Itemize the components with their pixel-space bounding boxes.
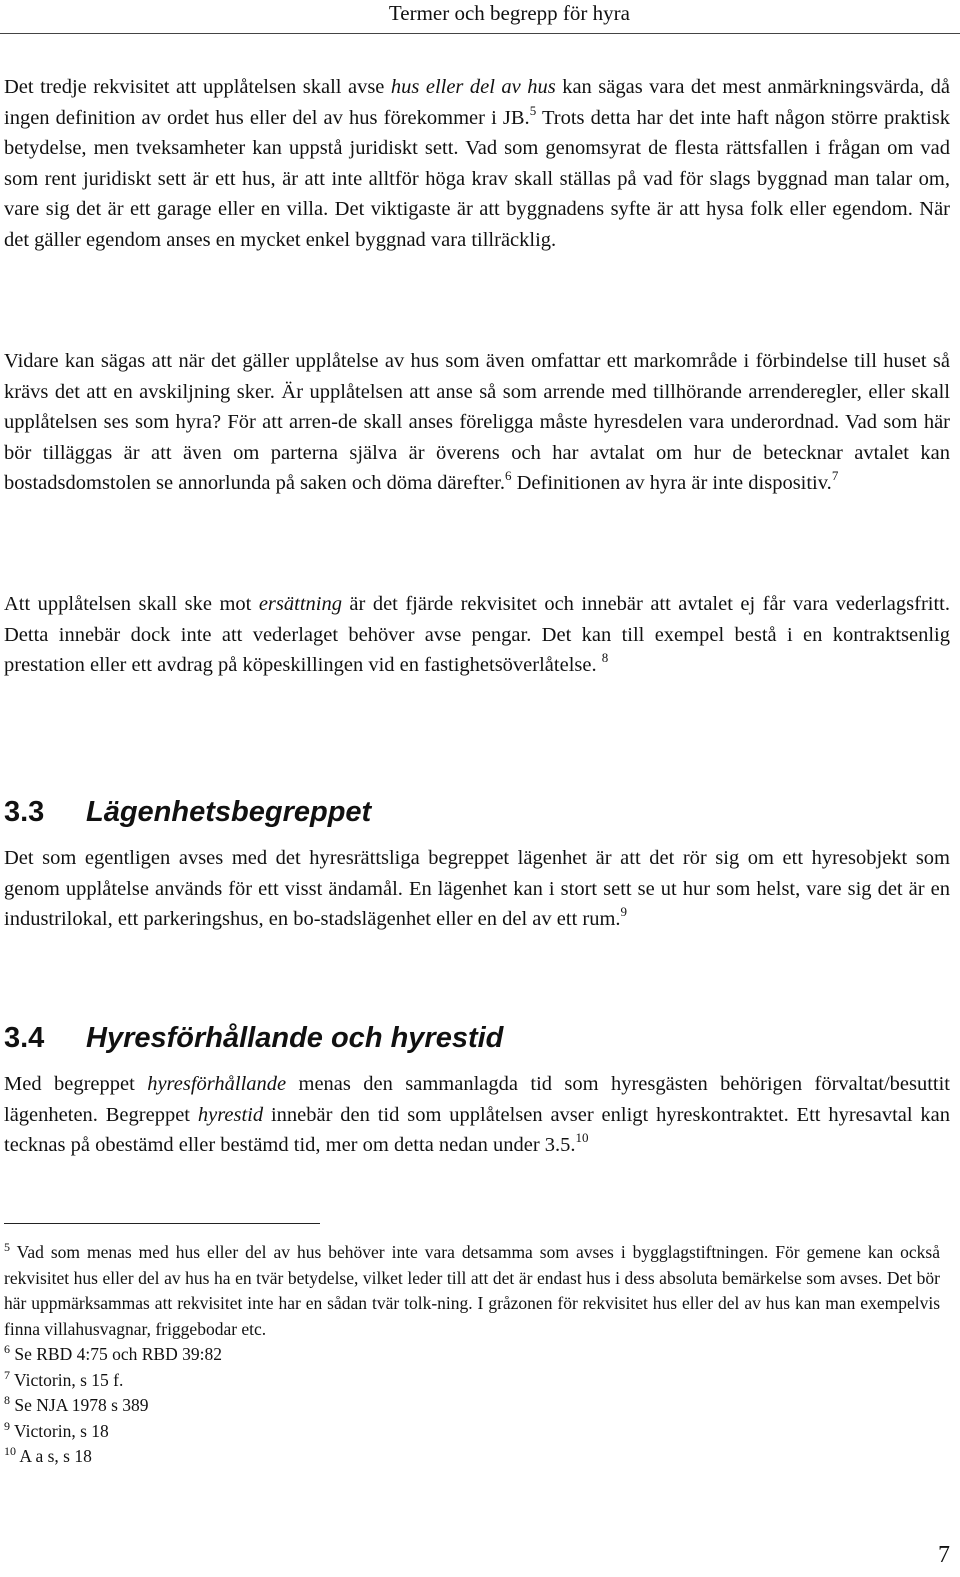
footnote-text: Se NJA 1978 s 389 xyxy=(10,1395,149,1415)
emphasis-term: hus eller del av hus xyxy=(390,76,556,98)
section-title: Lägenhetsbegreppet xyxy=(86,796,372,828)
section-number: 3.4 xyxy=(4,1022,45,1054)
footnote-text: Se RBD 4:75 och RBD 39:82 xyxy=(10,1344,222,1364)
footnotes xyxy=(4,1240,940,1470)
footnote-ref-8[interactable]: 8 xyxy=(601,650,609,666)
section-heading-3-4 xyxy=(4,1020,503,1056)
paragraph-compensation xyxy=(4,589,950,681)
text: Definitionen av hyra är inte dispositiv. xyxy=(511,472,832,495)
text: Trots detta har det inte haft någon större praktisk betydelse, men tveksamheter kan uppstå juridiskt sett. Vad som genomsyrat de flesta rättsfallen i frågan om vad som rent juridiskt sett är ett hus, är att inte alltför höga krav skall ställas på vad för slags byggnad man talar om, vare sig det är ett garage eller en villa. Det viktigaste är att byggnadens syfte är att hysa folk eller egendom. När det gäller egendom anses en mycket enkel byggnad vara tillräcklig. xyxy=(4,106,951,251)
emphasis-term: hyresförhållande xyxy=(147,1073,287,1095)
section-number: 3.3 xyxy=(4,796,45,828)
running-header: Termer och begrepp för hyra xyxy=(388,1,630,25)
emphasis-term: ersättning xyxy=(258,593,342,615)
footnote-number: 10 xyxy=(4,1444,16,1458)
text: Det som egentligen avses med det hyresrättsliga begreppet lägenhet är att det rör sig om ett hyresobjekt som genom upplåtelse används för ett visst ändamål. En lägenhet kan i stort sett se ut hur som helst, vare sig det är en industrilokal, ett parkeringshus, en bo-stadslägenhet eller en del av ett rum. xyxy=(4,847,950,931)
footnote-5 xyxy=(4,1240,940,1342)
header-rule xyxy=(0,33,960,34)
footnote-10 xyxy=(4,1444,940,1470)
footnote-ref-5[interactable]: 5 xyxy=(529,102,537,118)
footnote-text: Victorin, s 18 xyxy=(10,1420,109,1441)
footnote-8 xyxy=(4,1393,940,1419)
footnote-9 xyxy=(4,1419,940,1445)
footnote-ref-10[interactable]: 10 xyxy=(575,1130,589,1146)
footnote-number: 6 xyxy=(4,1342,10,1356)
footnote-text: Vad som menas med hus eller del av hus behöver inte vara detsamma som avses i bygglagstiftningen. För gemene kan också rekvisitet hus eller del av hus ha en tvär betydelse, vilket leder till att det är endast hus i dess absoluta bemärkelse som avses. Det bör här uppmärksammas att rekvisitet inte har en sådan tvär tolk-ning. I gråzonen för rekvisitet hus eller del av hus kan man exempelvis finna villahusvagnar, friggebodar etc. xyxy=(4,1242,940,1339)
paragraph-apartment-concept xyxy=(4,843,950,935)
footnote-ref-6[interactable]: 6 xyxy=(504,468,512,484)
paragraph-tenancy-period xyxy=(4,1069,950,1161)
footnote-ref-9[interactable]: 9 xyxy=(620,904,628,920)
footnote-6 xyxy=(4,1342,940,1368)
text: Det tredje rekvisitet att upplåtelsen skall avse xyxy=(4,76,391,98)
paragraph-land-area xyxy=(4,346,950,499)
footnote-separator xyxy=(4,1223,320,1224)
footnote-ref-7[interactable]: 7 xyxy=(831,468,839,484)
footnote-number: 5 xyxy=(4,1240,10,1254)
footnote-number: 9 xyxy=(4,1418,10,1433)
footnote-number: 8 xyxy=(4,1393,10,1407)
footnote-number: 7 xyxy=(4,1367,10,1382)
text: menas den sammanlagda tid som hyresgästen behörigen förvaltat/besuttit lägenheten. Begreppet xyxy=(4,1073,950,1126)
footnote-7 xyxy=(4,1368,940,1394)
section-title: Hyresförhållande och hyrestid xyxy=(86,1022,504,1054)
text: är det fjärde rekvisitet och innebär att avtalet ej får vara vederlagsfritt. Detta innebär dock inte att vederlaget behöver avse pengar. Det kan till exempel bestå i en kontraktsenlig prestation eller ett avdrag på köpeskillingen vid en fastighetsöverlåtelse. xyxy=(4,593,950,677)
text: Med begreppet xyxy=(4,1073,148,1095)
text: Vidare kan sägas att när det gäller upplåtelse av hus som även omfattar ett markområde i förbindelse till huset så krävs det att en avskiljning sker. Är upplåtelsen att anse så som arrende med tillhörande arrenderegler, eller skall upplåtelsen ses som hyra? För att arren-de skall anses föreligga måste hyresdelen vara underordnad. Vad som här bör tilläggas är att även om parterna själva är överens och har avtalat om hur de betecknar avtalet kan bostadsdomstolen se annorlunda på saken och döma därefter. xyxy=(4,350,950,495)
footnote-text: A a s, s 18 xyxy=(16,1446,92,1466)
text: innebär den tid som upplåtelsen avser enligt hyreskontraktet. Ett hyresavtal kan tecknas på obestämd eller bestämd tid, mer om detta nedan under 3.5. xyxy=(4,1103,950,1157)
paragraph-house-requisite xyxy=(4,72,950,256)
page-number: 7 xyxy=(938,1542,950,1568)
emphasis-term: hyrestid xyxy=(197,1103,264,1126)
footnote-text: Victorin, s 15 f. xyxy=(10,1369,124,1390)
text: kan sägas vara det mest anmärkningsvärda, då ingen definition av ordet hus eller del av hus förekommer i JB. xyxy=(4,76,950,129)
text: Att upplåtelsen skall ske mot xyxy=(4,593,259,615)
section-heading-3-3 xyxy=(4,794,371,830)
